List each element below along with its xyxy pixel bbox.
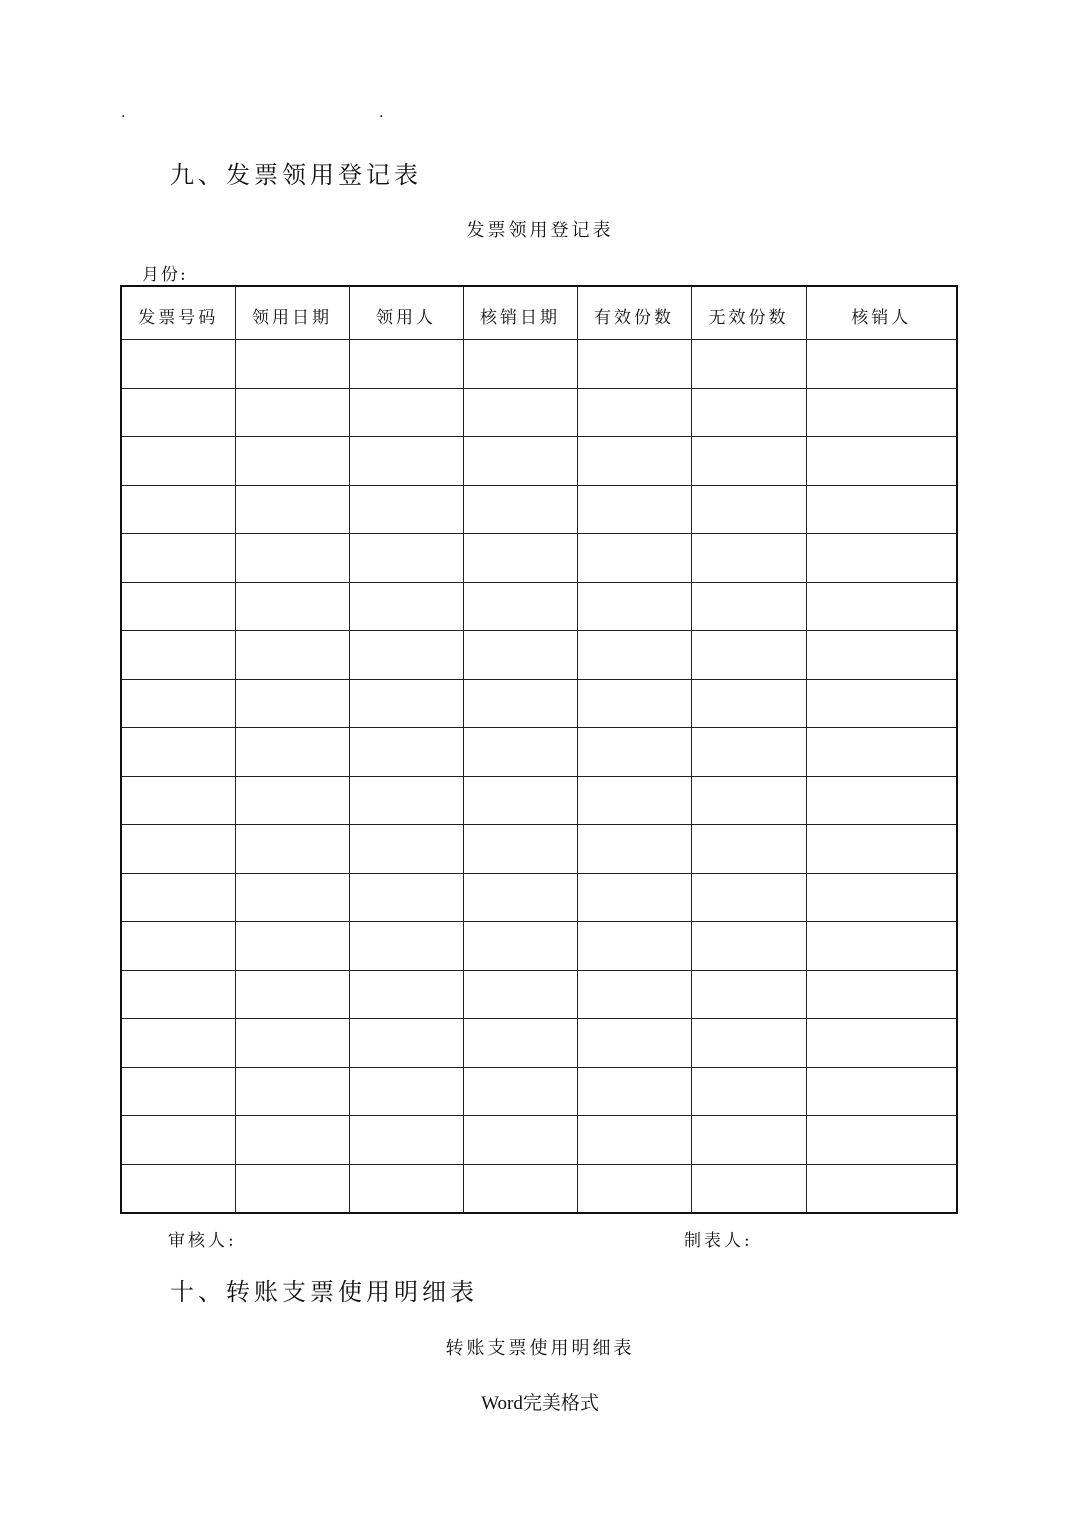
column-header-invalid-count: 无效份数 [691,286,806,340]
table-cell [806,1067,957,1116]
table-row [121,631,957,680]
table-cell [349,485,463,534]
table-cell [691,340,806,389]
table-cell [121,1019,235,1068]
table-cell [691,582,806,631]
table-cell [121,776,235,825]
table-row [121,922,957,971]
table-cell [577,1067,691,1116]
table-cell [691,922,806,971]
table-cell [235,534,349,583]
table-cell [577,631,691,680]
table-cell [577,679,691,728]
table-body [121,340,957,1214]
table-cell [235,1164,349,1213]
table-cell [463,922,577,971]
table-cell [806,825,957,874]
table-cell [806,776,957,825]
table-row [121,1116,957,1165]
table-cell [577,970,691,1019]
table-cell [349,922,463,971]
table-row [121,340,957,389]
table-cell [691,679,806,728]
table-cell [235,388,349,437]
table-cell [235,825,349,874]
header-dot-right: . [379,105,384,121]
table-cell [691,776,806,825]
table-cell [349,340,463,389]
table-cell [349,582,463,631]
table-cell [349,534,463,583]
table-cell [806,970,957,1019]
table-row [121,388,957,437]
table-cell [463,388,577,437]
table-cell [691,728,806,777]
table-cell [577,1019,691,1068]
table-cell [349,1019,463,1068]
table-cell [691,388,806,437]
header-dot-left: . [121,105,126,121]
section-10-table-title: 转账支票使用明细表 [445,1338,635,1359]
table-cell [806,340,957,389]
table-cell [806,631,957,680]
month-label: 月份: [142,265,188,285]
table-cell [463,485,577,534]
table-row [121,1164,957,1213]
table-cell [577,485,691,534]
table-cell [691,1019,806,1068]
table-row [121,582,957,631]
column-header-valid-count: 有效份数 [577,286,691,340]
table-cell [349,679,463,728]
table-cell [463,970,577,1019]
table-cell [806,679,957,728]
table-cell [577,1164,691,1213]
table-cell [463,1164,577,1213]
table-cell [691,485,806,534]
table-cell [806,1019,957,1068]
table-cell [121,922,235,971]
column-header-invoice-number: 发票号码 [121,286,235,340]
table-cell [691,1116,806,1165]
table-cell [349,970,463,1019]
section-9-table-title: 发票领用登记表 [466,220,614,241]
table-cell [577,825,691,874]
table-cell [121,970,235,1019]
table-cell [577,776,691,825]
table-cell [121,873,235,922]
section-9-heading: 九、发票领用登记表 [170,161,422,189]
table-cell [349,1116,463,1165]
table-cell [349,631,463,680]
table-cell [463,437,577,486]
table-row [121,873,957,922]
table-header-row [121,286,957,340]
table-cell [463,1116,577,1165]
table-cell [235,776,349,825]
table-cell [691,631,806,680]
table-cell [577,728,691,777]
table-cell [577,582,691,631]
table-cell [806,582,957,631]
table-cell [235,340,349,389]
table-cell [577,922,691,971]
table-cell [235,728,349,777]
table-cell [806,534,957,583]
table-cell [577,1116,691,1165]
table-cell [349,873,463,922]
table-cell [577,534,691,583]
table-cell [463,679,577,728]
table-cell [121,485,235,534]
table-row [121,485,957,534]
table-cell [235,1067,349,1116]
table-cell [349,776,463,825]
table-row [121,970,957,1019]
table-cell [235,1116,349,1165]
table-cell [463,1019,577,1068]
table-row [121,728,957,777]
table-cell [235,970,349,1019]
table-cell [121,534,235,583]
table-cell [235,631,349,680]
section-10-heading: 十、转账支票使用明细表 [170,1278,478,1306]
footer-text: Word完美格式 [481,1393,599,1414]
table-cell [463,631,577,680]
table-cell [691,1164,806,1213]
table-cell [121,388,235,437]
table-cell [691,1067,806,1116]
table-cell [121,582,235,631]
table-cell [235,1019,349,1068]
table-cell [806,873,957,922]
table-cell [349,437,463,486]
table-cell [235,679,349,728]
table-cell [235,922,349,971]
table-cell [121,825,235,874]
table-row [121,1067,957,1116]
table-cell [577,437,691,486]
table-cell [806,1164,957,1213]
table-cell [235,437,349,486]
table-cell [577,388,691,437]
column-header-writeoff-date: 核销日期 [463,286,577,340]
column-header-receive-date: 领用日期 [235,286,349,340]
table-row [121,1019,957,1068]
table-cell [691,873,806,922]
table-cell [121,1164,235,1213]
table-cell [691,825,806,874]
table-cell [349,388,463,437]
table-cell [691,970,806,1019]
table-cell [691,534,806,583]
column-header-writeoff-person: 核销人 [806,286,957,340]
table-cell [577,340,691,389]
table-cell [349,1164,463,1213]
table-cell [349,1067,463,1116]
table-cell [806,388,957,437]
table-cell [121,340,235,389]
invoice-register-table-wrapper [120,285,958,1214]
table-cell [235,485,349,534]
table-cell [121,631,235,680]
table-cell [806,1116,957,1165]
table-cell [577,873,691,922]
table-cell [463,1067,577,1116]
table-row [121,534,957,583]
column-header-recipient: 领用人 [349,286,463,340]
table-cell [463,582,577,631]
table-cell [349,825,463,874]
table-row [121,825,957,874]
table-cell [806,485,957,534]
table-cell [121,728,235,777]
table-cell [121,679,235,728]
table-cell [463,534,577,583]
table-cell [235,873,349,922]
table-cell [463,776,577,825]
table-cell [121,437,235,486]
table-cell [463,873,577,922]
table-cell [806,728,957,777]
table-cell [121,1116,235,1165]
table-cell [691,437,806,486]
table-cell [463,825,577,874]
table-cell [121,1067,235,1116]
table-cell [806,922,957,971]
preparer-label: 制表人: [684,1231,753,1251]
table-cell [806,437,957,486]
table-cell [463,340,577,389]
table-row [121,437,957,486]
reviewer-label: 审核人: [168,1231,237,1251]
invoice-register-table [120,285,958,1214]
table-cell [463,728,577,777]
table-row [121,776,957,825]
table-row [121,679,957,728]
table-cell [349,728,463,777]
table-cell [235,582,349,631]
